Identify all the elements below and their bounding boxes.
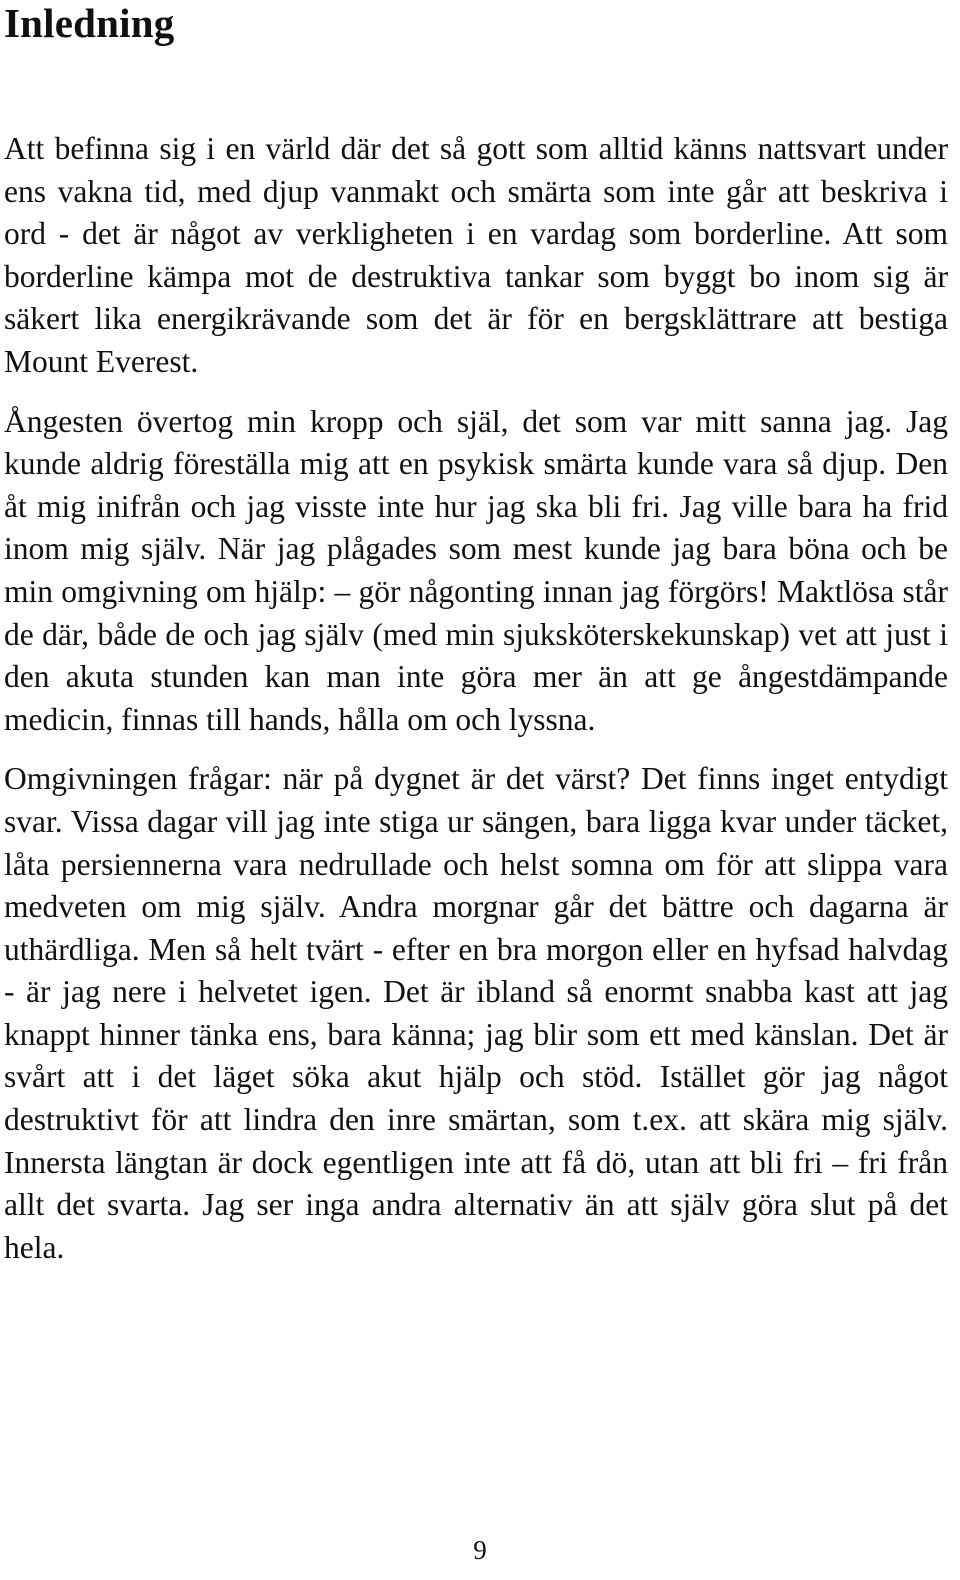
paragraph-1: Att befinna sig i en värld där det så gott som alltid känns nattsvart under ens vakna tid, med djup vanmakt och smärta som inte går att beskriva i ord - det är något av verkligheten i en vardag som borderline. Att som borderline kämpa mot de destruktiva tankar som byggt bo inom sig är säkert lika energikrävande som det är för en bergsklättrare att bestiga Mount Everest.: [4, 131, 948, 379]
body-text: [4, 128, 948, 1286]
paragraph-3: Omgivningen frågar: när på dygnet är det värst? Det finns inget entydigt svar. Vissa dagar vill jag inte stiga ur sängen, bara ligga kvar under täcket, låta persiennerna vara nedrullade och helst somna om för att slippa vara medveten om mig själv. Andra morgnar går det bättre och dagarna är uthärdliga. Men så helt tvärt - efter en bra morgon eller en hyfsad halvdag - är jag nere i helvetet igen. Det är ibland så enormt snabba kast att jag knappt hinner tänka ens, bara känna; jag blir som ett med känslan. Det är svårt att i det läget söka akut hjälp och stöd. Istället gör jag något destruktivt för att lindra den inre smärtan, som t.ex. att skära mig själv. Innersta längtan är dock egentligen inte att få dö, utan att bli fri – fri från allt det svarta. Jag ser inga andra alternativ än att själv göra slut på det hela.: [4, 761, 948, 1265]
page-number: 9: [473, 1535, 487, 1565]
paragraph-2: Ångesten övertog min kropp och själ, det som var mitt sanna jag. Jag kunde aldrig föreställa mig att en psykisk smärta kunde vara så djup. Den åt mig inifrån och jag visste inte hur jag ska bli fri. Jag ville bara ha frid inom mig själv. När jag plågades som mest kunde jag bara böna och be min omgivning om hjälp: – gör någonting innan jag förgörs! Maktlösa står de där, både de och jag själv (med min sjuksköterskekunskap) vet att just i den akuta stunden kan man inte göra mer än att ge ångestdämpande medicin, finnas till hands, hålla om och lyssna.: [4, 403, 948, 737]
chapter-heading: Inledning: [4, 0, 175, 46]
